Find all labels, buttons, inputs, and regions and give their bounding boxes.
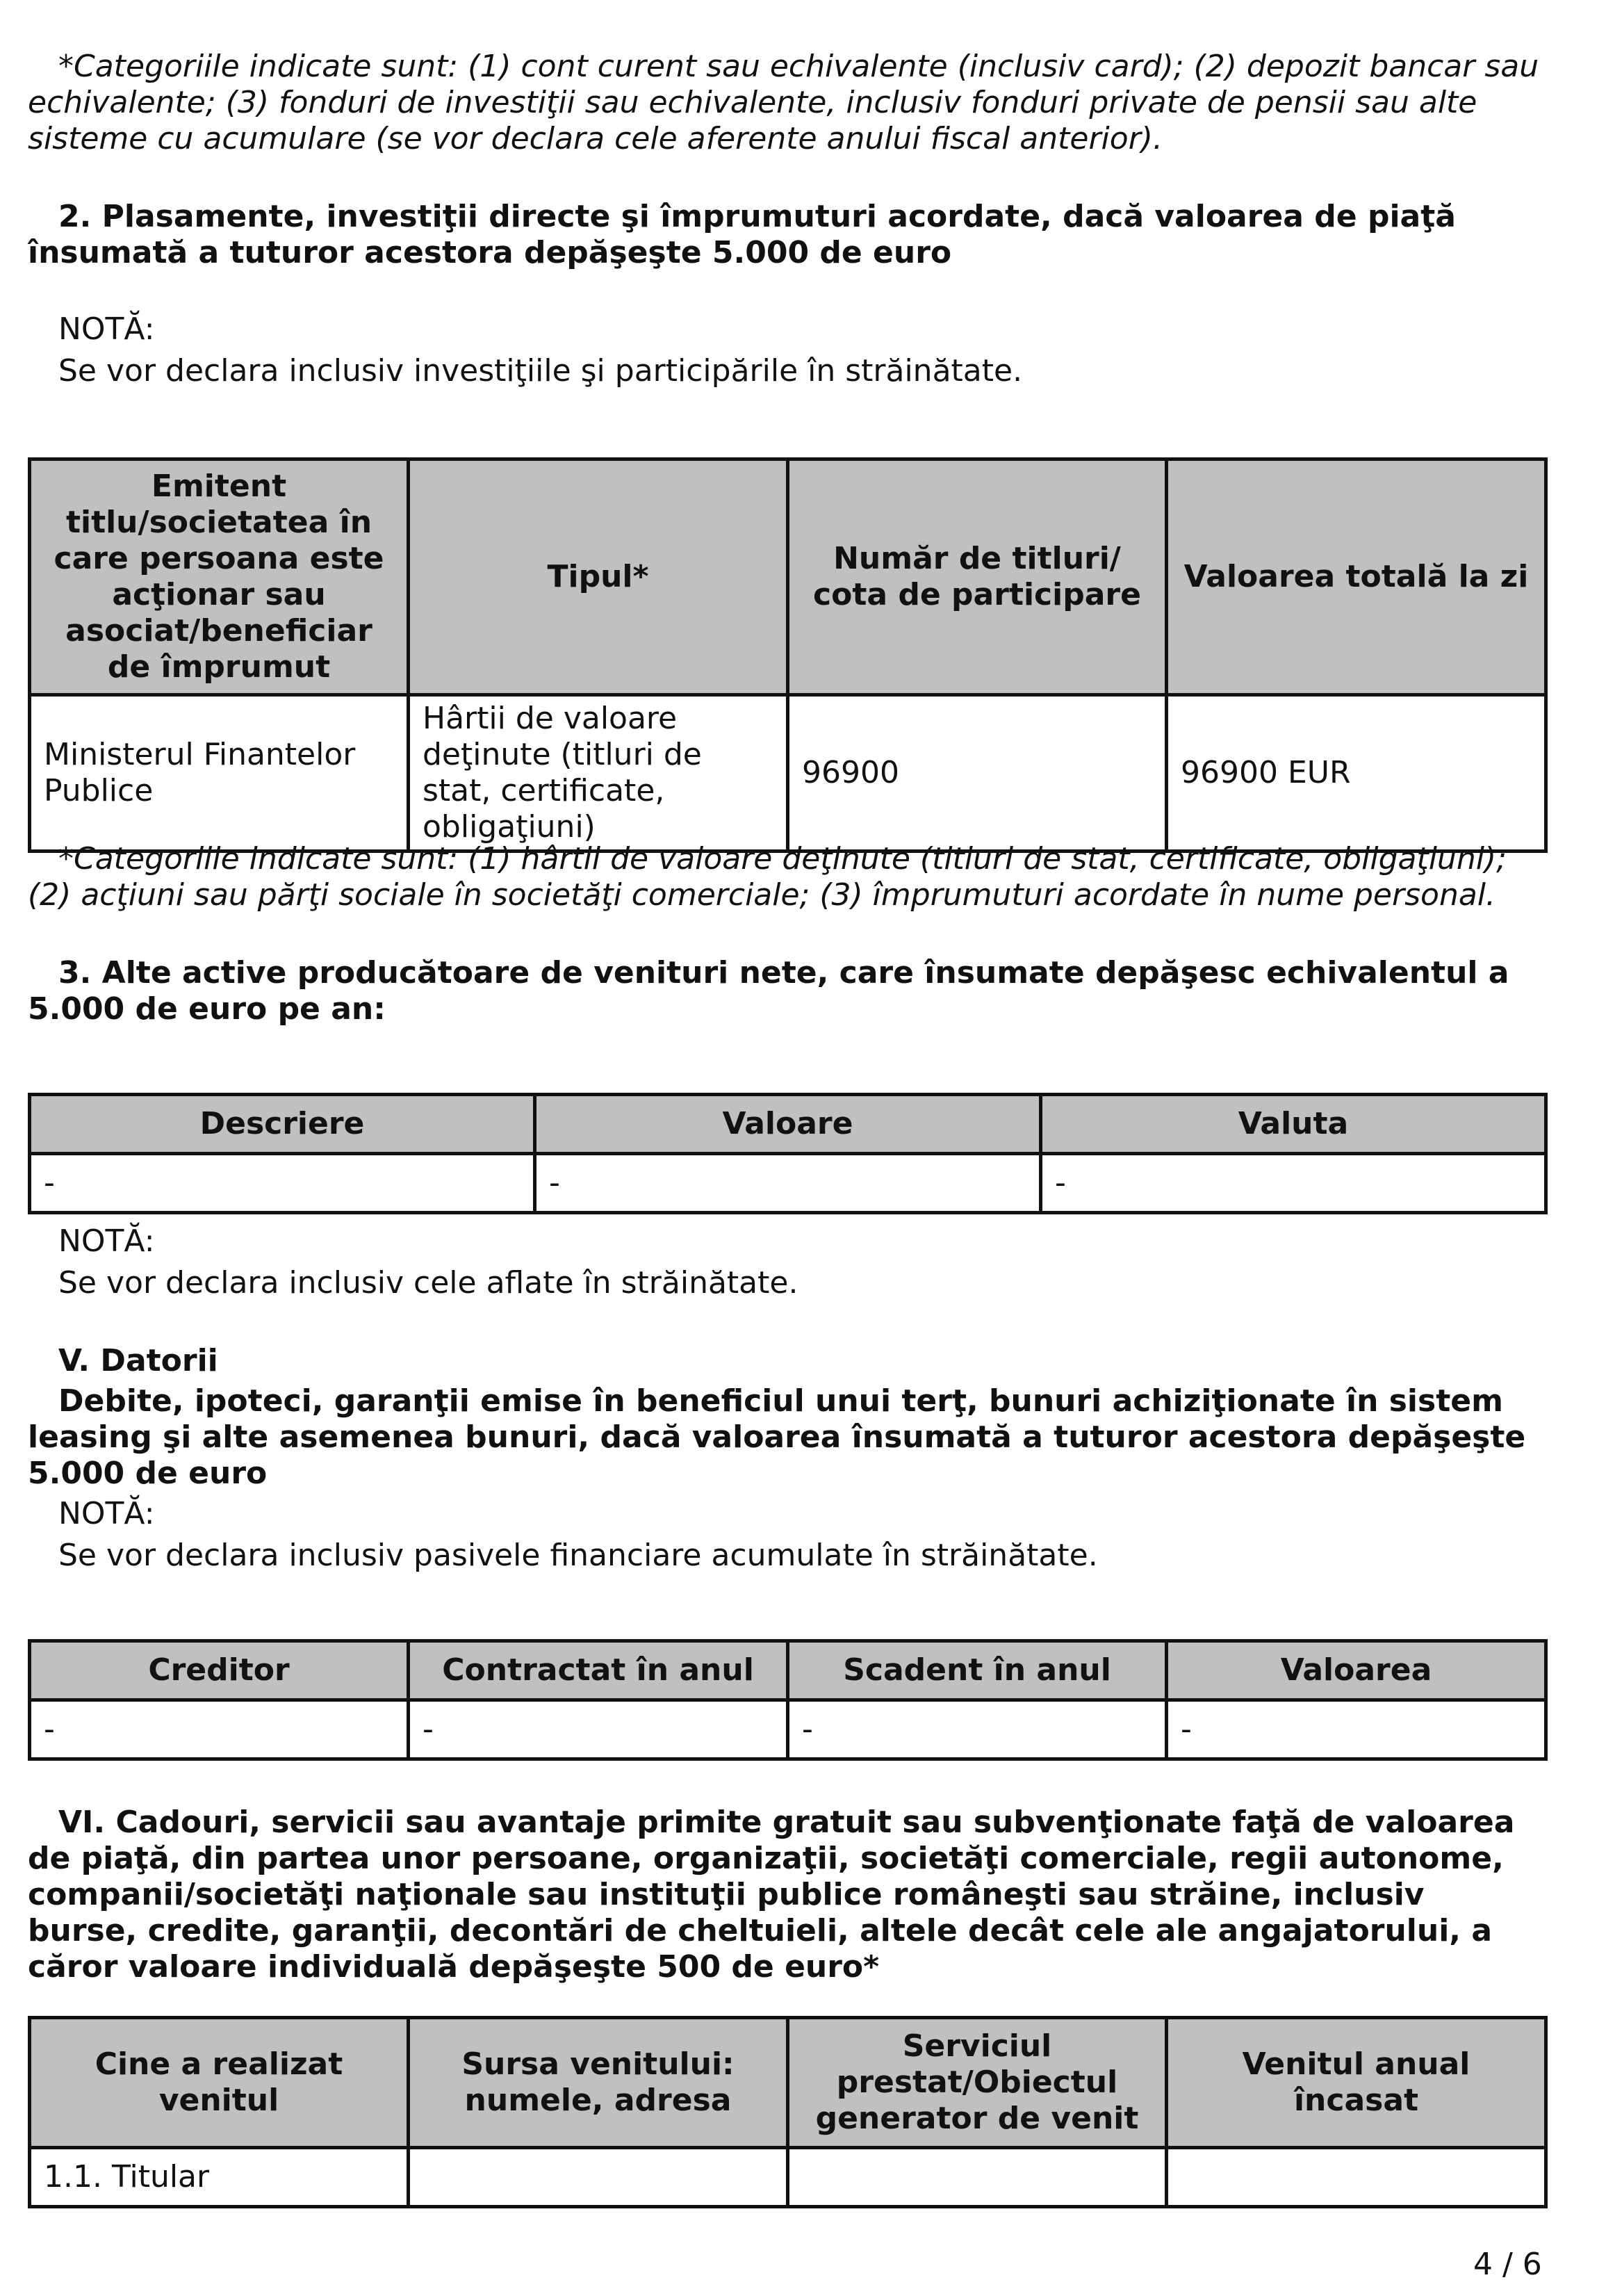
table-header-row <box>30 1095 1546 1154</box>
page-number: 4 / 6 <box>1473 2247 1542 2282</box>
table-cell: - <box>1167 1700 1546 1759</box>
header-cell: Valoare <box>535 1095 1041 1154</box>
table-cell: - <box>1041 1154 1546 1213</box>
gifts-table <box>28 2016 1548 2208</box>
header-cell: Creditor <box>30 1641 409 1700</box>
table-cell: - <box>788 1700 1167 1759</box>
section5-nota-label: NOTĂ: <box>58 1496 155 1531</box>
table-row <box>30 2148 1546 2207</box>
table-cell: 96900 <box>788 695 1167 852</box>
table-cell <box>409 2148 788 2207</box>
section2-footnote: *Categoriile indicate sunt: (1) hârtii de valoare deţinute (titluri de stat, certificate, obligaţiuni); (2) acţiuni sau părţi sociale în societăţi comerciale; (3) împrumuturi acordate în nume personal. <box>28 841 1507 913</box>
section2-nota-label: NOTĂ: <box>58 311 155 347</box>
table-cell: Hârtii de valoare deţinute (titluri de stat, certificate, obligaţiuni) <box>409 695 788 852</box>
section2-nota-text: Se vor declara inclusiv investiţiile şi participările în străinătate. <box>58 353 1023 389</box>
section2-heading: 2. Plasamente, investiţii directe şi împrumuturi acordate, dacă valoarea de piaţă însumată a tuturor acestora depăşeşte 5.000 de euro <box>28 199 1456 270</box>
table-header-row <box>30 459 1546 695</box>
table-cell: - <box>30 1154 535 1213</box>
header-cell: Serviciul prestat/Obiectul generator de venit <box>788 2018 1167 2148</box>
table-header-row <box>30 2018 1546 2148</box>
header-cell: Emitent titlu/societatea în care persoana este acţionar sau asociat/beneficiar de împrumut <box>30 459 409 695</box>
table-cell <box>788 2148 1167 2207</box>
section3-heading: 3. Alte active producătoare de venituri nete, care însumate depăşesc echivalentul a 5.000 de euro pe an: <box>28 955 1509 1027</box>
header-cell: Tipul* <box>409 459 788 695</box>
header-cell: Scadent în anul <box>788 1641 1167 1700</box>
table-cell: - <box>409 1700 788 1759</box>
header-cell: Număr de titluri/ cota de participare <box>788 459 1167 695</box>
table-cell: - <box>535 1154 1041 1213</box>
section6-heading: VI. Cadouri, servicii sau avantaje primite gratuit sau subvenţionate faţă de valoarea de piaţă, din partea unor persoane, organizaţii, societăţi comerciale, regii autonome, companii/societăţi naţionale sau instituţii publice româneşti sau străine, inclusiv burse, credite, garanţii, decontări de cheltuieli, altele decât cele ale angajatorului, a căror valoare individuală depăşeşte 500 de euro* <box>28 1805 1515 1985</box>
table-cell <box>1167 2148 1546 2207</box>
section5-heading: Debite, ipoteci, garanţii emise în beneficiul unui terţ, bunuri achiziţionate în sistem leasing şi alte asemenea bunuri, dacă valoarea însumată a tuturor acestora depăşeşte 5.000 de euro <box>28 1383 1526 1491</box>
section3-nota-text: Se vor declara inclusiv cele aflate în străinătate. <box>58 1265 798 1301</box>
table-header-row <box>30 1641 1546 1700</box>
table-cell: - <box>30 1700 409 1759</box>
table-row <box>30 695 1546 852</box>
header-cell: Contractat în anul <box>409 1641 788 1700</box>
table-cell: 1.1. Titular <box>30 2148 409 2207</box>
header-cell: Valoarea <box>1167 1641 1546 1700</box>
debts-table <box>28 1639 1548 1761</box>
header-cell: Venitul anual încasat <box>1167 2018 1546 2148</box>
header-cell: Valoarea totală la zi <box>1167 459 1546 695</box>
table-row <box>30 1154 1546 1213</box>
section1-footnote: *Categoriile indicate sunt: (1) cont curent sau echivalente (inclusiv card); (2) depozit bancar sau echivalente; (3) fonduri de investiţii sau echivalente, inclusiv fonduri private de pensii sau alte sisteme cu acumulare (se vor declara cele aferente anului fiscal anterior). <box>28 49 1539 156</box>
other-assets-table <box>28 1093 1548 1214</box>
header-cell: Sursa venitului: numele, adresa <box>409 2018 788 2148</box>
header-cell: Cine a realizat venitul <box>30 2018 409 2148</box>
investments-table <box>28 457 1548 853</box>
section3-nota-label: NOTĂ: <box>58 1223 155 1259</box>
table-cell: 96900 EUR <box>1167 695 1546 852</box>
header-cell: Valuta <box>1041 1095 1546 1154</box>
table-row <box>30 1700 1546 1759</box>
section5-nota-text: Se vor declara inclusiv pasivele financiare acumulate în străinătate. <box>58 1538 1098 1573</box>
header-cell: Descriere <box>30 1095 535 1154</box>
section5-title: V. Datorii <box>58 1343 218 1378</box>
table-cell: Ministerul Finantelor Publice <box>30 695 409 852</box>
